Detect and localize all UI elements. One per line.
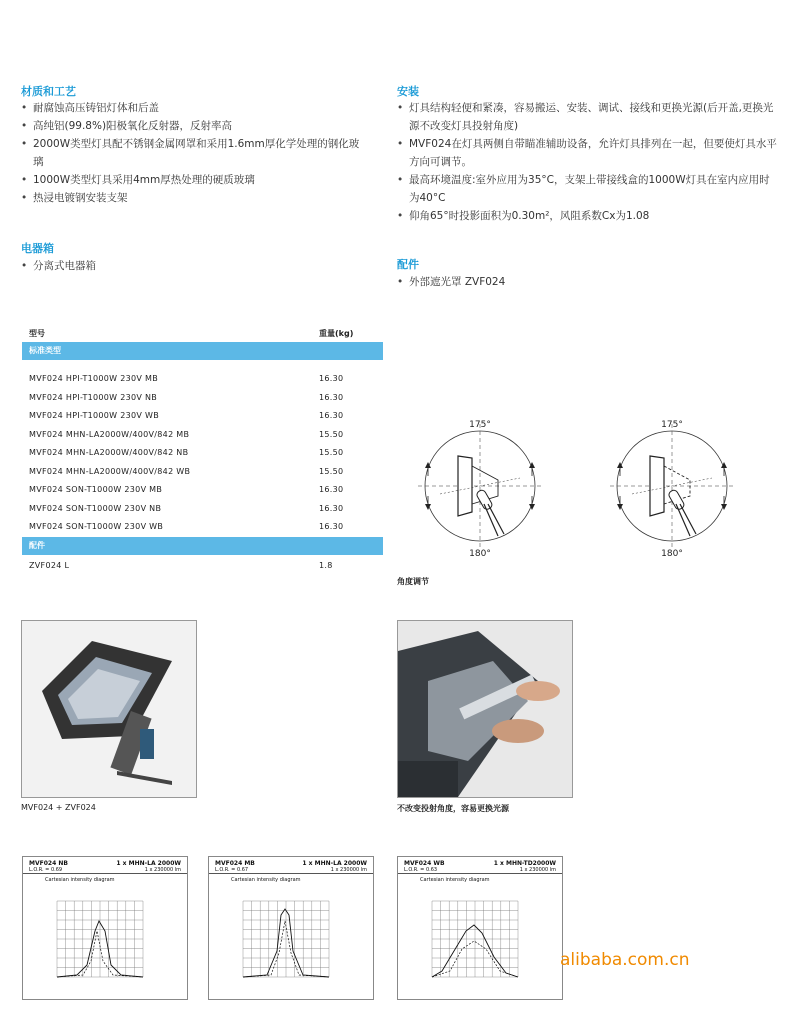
- angle-caption: 角度调节: [397, 577, 429, 586]
- intensity-diagram: [27, 891, 177, 987]
- angle-diagram-right: [610, 424, 734, 548]
- accessory-heading: 配件: [397, 258, 419, 271]
- col-model-header: 型号: [29, 329, 45, 338]
- model-cell: MVF024 MHN-LA2000W/400V/842 NB: [29, 448, 189, 457]
- list-item: • 仰角65°时投影面积为0.30m²，风阻系数Cx为1.08: [397, 207, 777, 225]
- photometric-flux: 1 x 230000 lm: [330, 867, 367, 873]
- model-cell: MVF024 SON-T1000W 230V MB: [29, 485, 163, 494]
- table-row: [22, 407, 383, 426]
- photometric-panel: [22, 856, 188, 1000]
- weight-cell: 1.8: [319, 560, 333, 570]
- list-item: • 耐腐蚀高压铸铝灯体和后盖: [21, 99, 366, 117]
- list-item: • 热浸电镀钢安装支架: [21, 189, 366, 207]
- col-weight-header: 重量(kg): [319, 329, 354, 338]
- angle-bottom-label: 180°: [661, 549, 683, 559]
- table-row: [22, 481, 383, 500]
- model-cell: MVF024 MHN-LA2000W/400V/842 MB: [29, 429, 190, 439]
- weight-cell: 15.50: [319, 448, 344, 457]
- photo-right-caption: 不改变投射角度，容易更换光源: [397, 804, 509, 813]
- angle-bottom-label: 180°: [469, 549, 491, 559]
- model-cell: MVF024 HPI-T1000W 230V MB: [29, 374, 159, 383]
- table-row: [22, 463, 383, 482]
- product-photo-right: [397, 620, 573, 798]
- model-cell: ZVF024 L: [29, 560, 70, 570]
- photometric-title: Cartesian intensity diagram: [420, 877, 490, 883]
- list-item: • 分离式电器箱: [21, 257, 366, 275]
- list-item: • 灯具结构轻便和紧凑，容易搬运、安装、调试、接线和更换光源(后开盖,更换光源不改变灯具投射角度): [397, 99, 777, 135]
- photometric-model: MVF024 NB: [29, 860, 68, 867]
- photometric-lamp: 1 x MHN-LA 2000W: [116, 860, 181, 867]
- model-cell: MVF024 SON-T1000W 230V WB: [29, 522, 164, 531]
- band-standard: 标准类型: [22, 342, 383, 360]
- model-cell: MVF024 HPI-T1000W 230V NB: [29, 392, 158, 402]
- photometric-flux: 1 x 230000 lm: [144, 867, 181, 873]
- table-row: [22, 426, 383, 445]
- electrical-list: [21, 257, 366, 275]
- list-item: • MVF024在灯具两侧自带瞄准辅助设备，允许灯具排列在一起，但要使灯具水平方向可调节。: [397, 135, 777, 171]
- list-item: • 1000W类型灯具采用4mm厚热处理的硬质玻璃: [21, 171, 366, 189]
- intensity-diagram: [213, 891, 363, 987]
- photometric-model: MVF024 WB: [404, 860, 445, 867]
- photometric-flux: 1 x 230000 lm: [519, 867, 556, 873]
- model-cell: MVF024 HPI-T1000W 230V WB: [29, 411, 160, 420]
- intensity-diagram: [402, 891, 552, 987]
- angle-top-label: 175°: [469, 420, 491, 430]
- install-heading: 安装: [397, 85, 419, 98]
- photometric-lor: L.O.R. = 0.69: [29, 867, 63, 873]
- product-photo-left: [21, 620, 197, 798]
- weight-cell: 15.50: [319, 466, 344, 476]
- photometric-model: MVF024 MB: [215, 860, 255, 867]
- table-row: [22, 370, 383, 389]
- install-list: [397, 99, 777, 225]
- photo-left-caption: MVF024 + ZVF024: [21, 803, 96, 812]
- materials-list: [21, 99, 366, 207]
- photometric-panel: [397, 856, 563, 1000]
- table-row: [22, 557, 383, 576]
- angle-diagrams: [410, 418, 760, 560]
- list-item: • 2000W类型灯具配不锈钢金属网罩和采用1.6mm厚化学处理的钢化玻璃: [21, 135, 366, 171]
- photometric-lor: L.O.R. = 0.67: [215, 867, 249, 873]
- photometric-title: Cartesian intensity diagram: [45, 877, 115, 883]
- table-row: [22, 444, 383, 463]
- watermark: alibaba.com.cn: [560, 950, 690, 970]
- model-cell: MVF024 MHN-LA2000W/400V/842 WB: [29, 466, 191, 476]
- weight-cell: 16.30: [319, 503, 344, 513]
- weight-cell: 16.30: [319, 411, 344, 420]
- weight-cell: 16.30: [319, 485, 344, 494]
- photometric-lamp: 1 x MHN-LA 2000W: [302, 860, 367, 867]
- angle-top-label: 175°: [661, 420, 683, 430]
- photometric-title: Cartesian intensity diagram: [231, 877, 301, 883]
- photometric-lamp: 1 x MHN-TD2000W: [493, 860, 556, 867]
- list-item: • 高纯铝(99.8%)阳极氧化反射器，反射率高: [21, 117, 366, 135]
- model-cell: MVF024 SON-T1000W 230V NB: [29, 503, 162, 513]
- weight-cell: 16.30: [319, 374, 344, 383]
- list-item: • 外部遮光罩 ZVF024: [397, 273, 777, 291]
- table-row: [22, 518, 383, 537]
- table-row: [22, 500, 383, 519]
- materials-heading: 材质和工艺: [21, 85, 76, 98]
- list-item: • 最高环境温度:室外应用为35°C，支架上带接线盒的1000W灯具在室内应用时为40°C: [397, 171, 777, 207]
- table-row: [22, 389, 383, 408]
- angle-diagram-left: [418, 424, 542, 548]
- band-accessory: 配件: [22, 537, 383, 555]
- weight-cell: 15.50: [319, 429, 344, 439]
- accessory-list: [397, 273, 777, 291]
- photometric-panel: [208, 856, 374, 1000]
- spec-table: [22, 326, 383, 575]
- weight-cell: 16.30: [319, 522, 344, 531]
- electrical-heading: 电器箱: [21, 242, 54, 255]
- weight-cell: 16.30: [319, 392, 344, 402]
- photometric-lor: L.O.R. = 0.63: [404, 867, 438, 873]
